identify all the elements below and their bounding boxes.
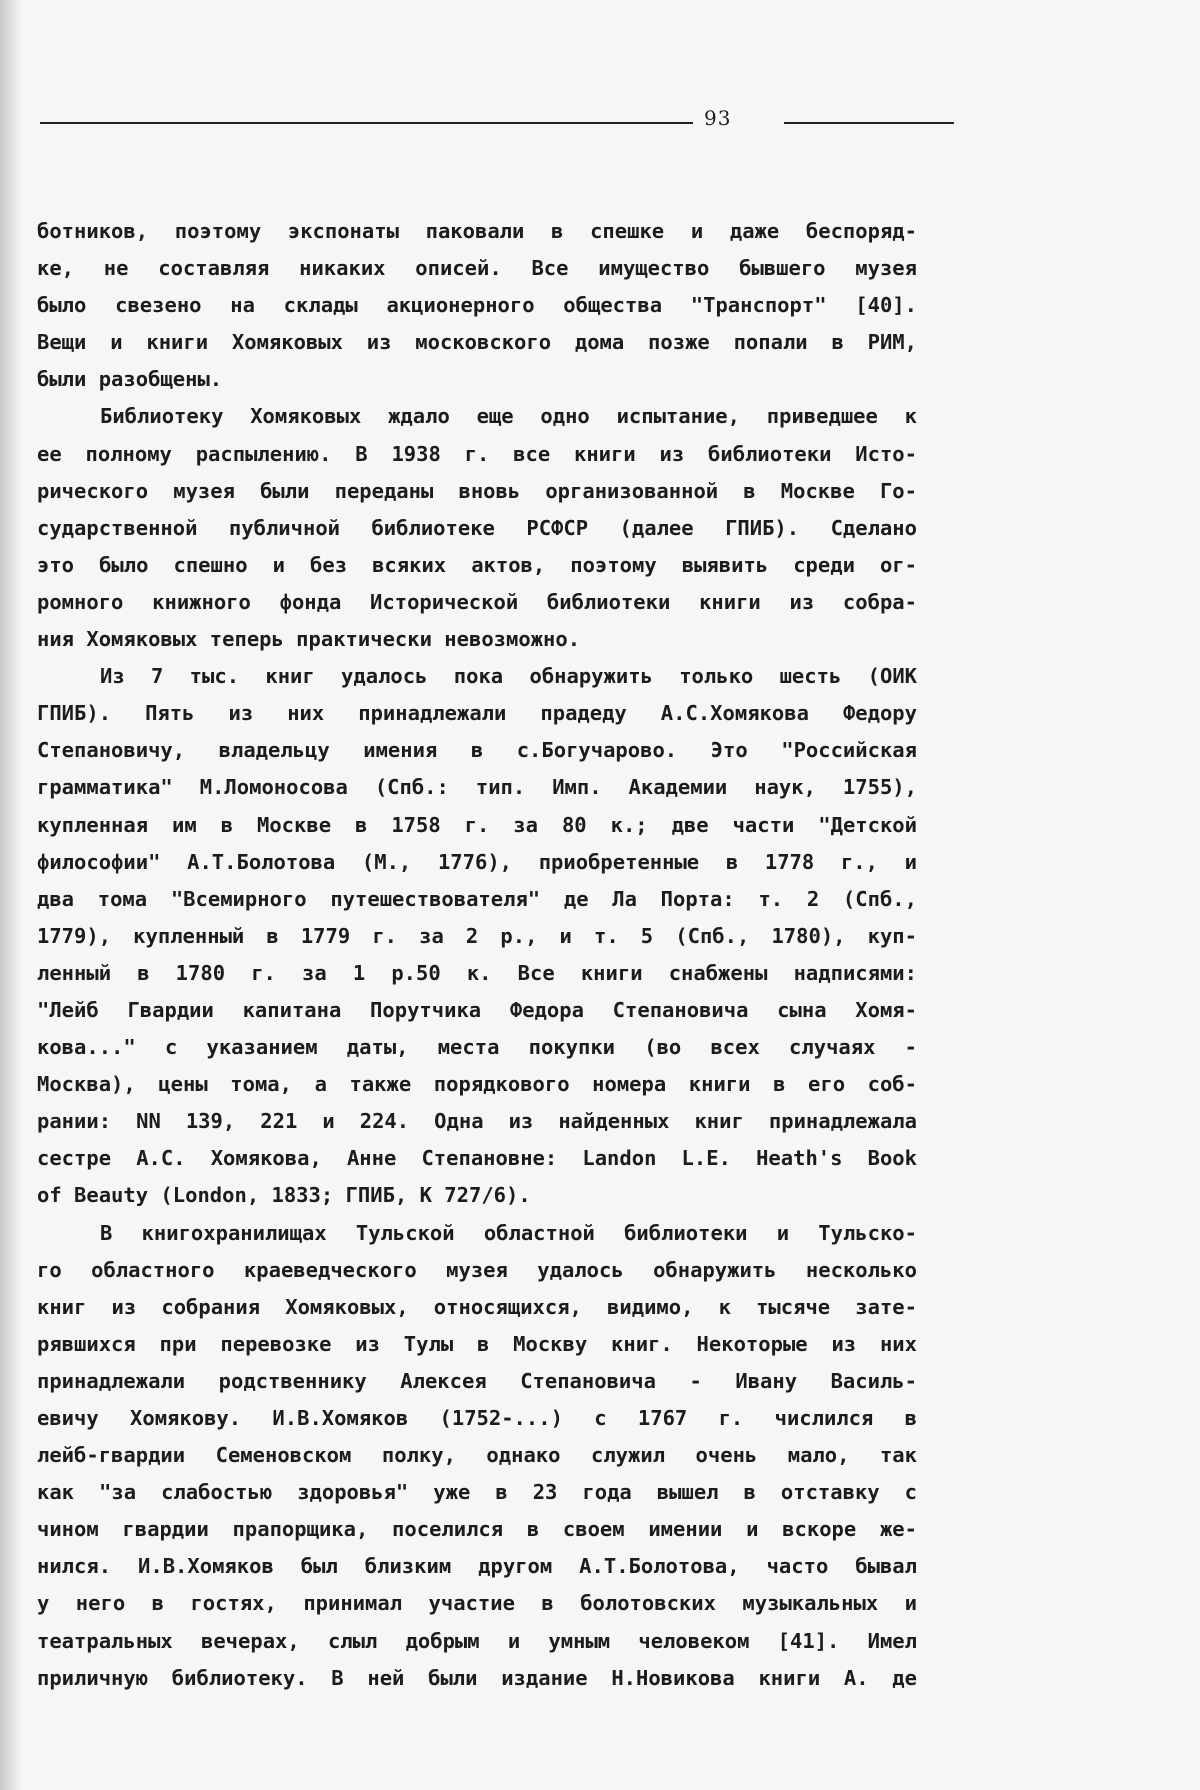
text-line: ботников, поэтому экспонаты паковали в спешке и даже беспоряд- xyxy=(37,219,917,243)
text-line: были разобщены. xyxy=(37,367,223,392)
text-line: рявшихся при перевозке из Тулы в Москву книг. Некоторые из них xyxy=(37,1331,917,1356)
text-line: философии" А.Т.Болотова (М., 1776), приобретенные в 1778 г., и xyxy=(37,849,917,874)
text-line: Вещи и книги Хомяковых из московского дома позже попали в РИМ, xyxy=(37,330,917,355)
text-line: Степановичу, владельцу имения в с.Богучарово. Это "Российская xyxy=(37,738,917,763)
text-line: "Лейб Гвардии капитана Порутчика Федора Степановича сына Хомя- xyxy=(37,997,917,1022)
body-text xyxy=(37,213,917,1697)
text-line: рании: NN 139, 221 и 224. Одна из найденных книг принадлежала xyxy=(37,1109,917,1134)
text-line: В книгохранилищах Тульской областной библиотеки и Тульско- xyxy=(100,1220,917,1245)
text-line: два тома "Всемирного путешествователя" де Ла Порта: т. 2 (Спб., xyxy=(37,886,917,911)
text-line: 1779), купленный в 1779 г. за 2 р., и т. 5 (Спб., 1780), куп- xyxy=(37,923,917,948)
text-line: ке, не составляя никаких описей. Все имущество бывшего музея xyxy=(37,256,917,281)
text-line: как "за слабостью здоровья" уже в 23 года вышел в отставку с xyxy=(37,1480,917,1505)
text-line: лейб-гвардии Семеновском полку, однако служил очень мало, так xyxy=(37,1443,917,1468)
text-line: сударственной публичной библиотеке РСФСР (далее ГПИБ). Сделано xyxy=(37,515,917,540)
text-line: у него в гостях, принимал участие в болотовских музыкальных и xyxy=(37,1591,917,1616)
text-line: нился. И.В.Хомяков был близким другом А.Т.Болотова, часто бывал xyxy=(37,1554,917,1579)
text-line: рического музея были переданы вновь организованной в Москве Го- xyxy=(37,478,917,503)
text-line: это было спешно и без всяких актов, поэтому выявить среди ог- xyxy=(37,552,917,577)
text-line: принадлежали родственнику Алексея Степановича - Ивану Василь- xyxy=(37,1368,917,1393)
text-line: грамматика" М.Ломоносова (Спб.: тип. Имп. Академии наук, 1755), xyxy=(37,775,917,800)
page-edge-shadow xyxy=(0,0,22,1790)
header-rule-right xyxy=(784,122,954,124)
text-line: Библиотеку Хомяковых ждало еще одно испытание, приведшее к xyxy=(100,404,917,429)
text-line: ромного книжного фонда Исторической библиотеки книги из собра- xyxy=(37,589,917,614)
text-line: ее полному распылению. В 1938 г. все книги из библиотеки Исто- xyxy=(37,441,917,466)
text-line: ленный в 1780 г. за 1 р.50 к. Все книги снабжены надписями: xyxy=(37,960,917,985)
text-line: кова..." с указанием даты, места покупки (во всех случаях - xyxy=(37,1035,917,1060)
page-number: 93 xyxy=(704,106,732,130)
text-line: ния Хомяковых теперь практически невозможно. xyxy=(37,627,581,652)
text-line: театральных вечерах, слыл добрым и умным человеком [41]. Имел xyxy=(37,1628,917,1653)
text-line: приличную библиотеку. В ней были издание Н.Новикова книги А. де xyxy=(37,1665,917,1690)
text-line: купленная им в Москве в 1758 г. за 80 к.; две части "Детской xyxy=(37,812,917,837)
text-line: го областного краеведческого музея удалось обнаружить несколько xyxy=(37,1257,917,1282)
text-line: Из 7 тыс. книг удалось пока обнаружить только шесть (ОИК xyxy=(100,664,917,689)
text-line: ГПИБ). Пять из них принадлежали прадеду А.С.Хомякова Федору xyxy=(37,701,917,726)
text-line: сестре А.С. Хомякова, Анне Степановне: Landon L.E. Heath's Book xyxy=(37,1146,917,1171)
text-line: евичу Хомякову. И.В.Хомяков (1752-...) с 1767 г. числился в xyxy=(37,1406,917,1430)
running-header xyxy=(40,104,910,134)
text-line: Москва), цены тома, а также порядкового номера книги в его соб- xyxy=(37,1072,917,1097)
text-line: было свезено на склады акционерного общества "Транспорт" [40]. xyxy=(37,293,917,318)
header-rule-left xyxy=(40,122,693,124)
text-line: книг из собрания Хомяковых, относящихся, видимо, к тысяче зате- xyxy=(37,1294,917,1319)
text-line: чином гвардии прапорщика, поселился в своем имении и вскоре же- xyxy=(37,1517,917,1542)
text-line: of Beauty (London, 1833; ГПИБ, К 727/6). xyxy=(37,1183,531,1208)
